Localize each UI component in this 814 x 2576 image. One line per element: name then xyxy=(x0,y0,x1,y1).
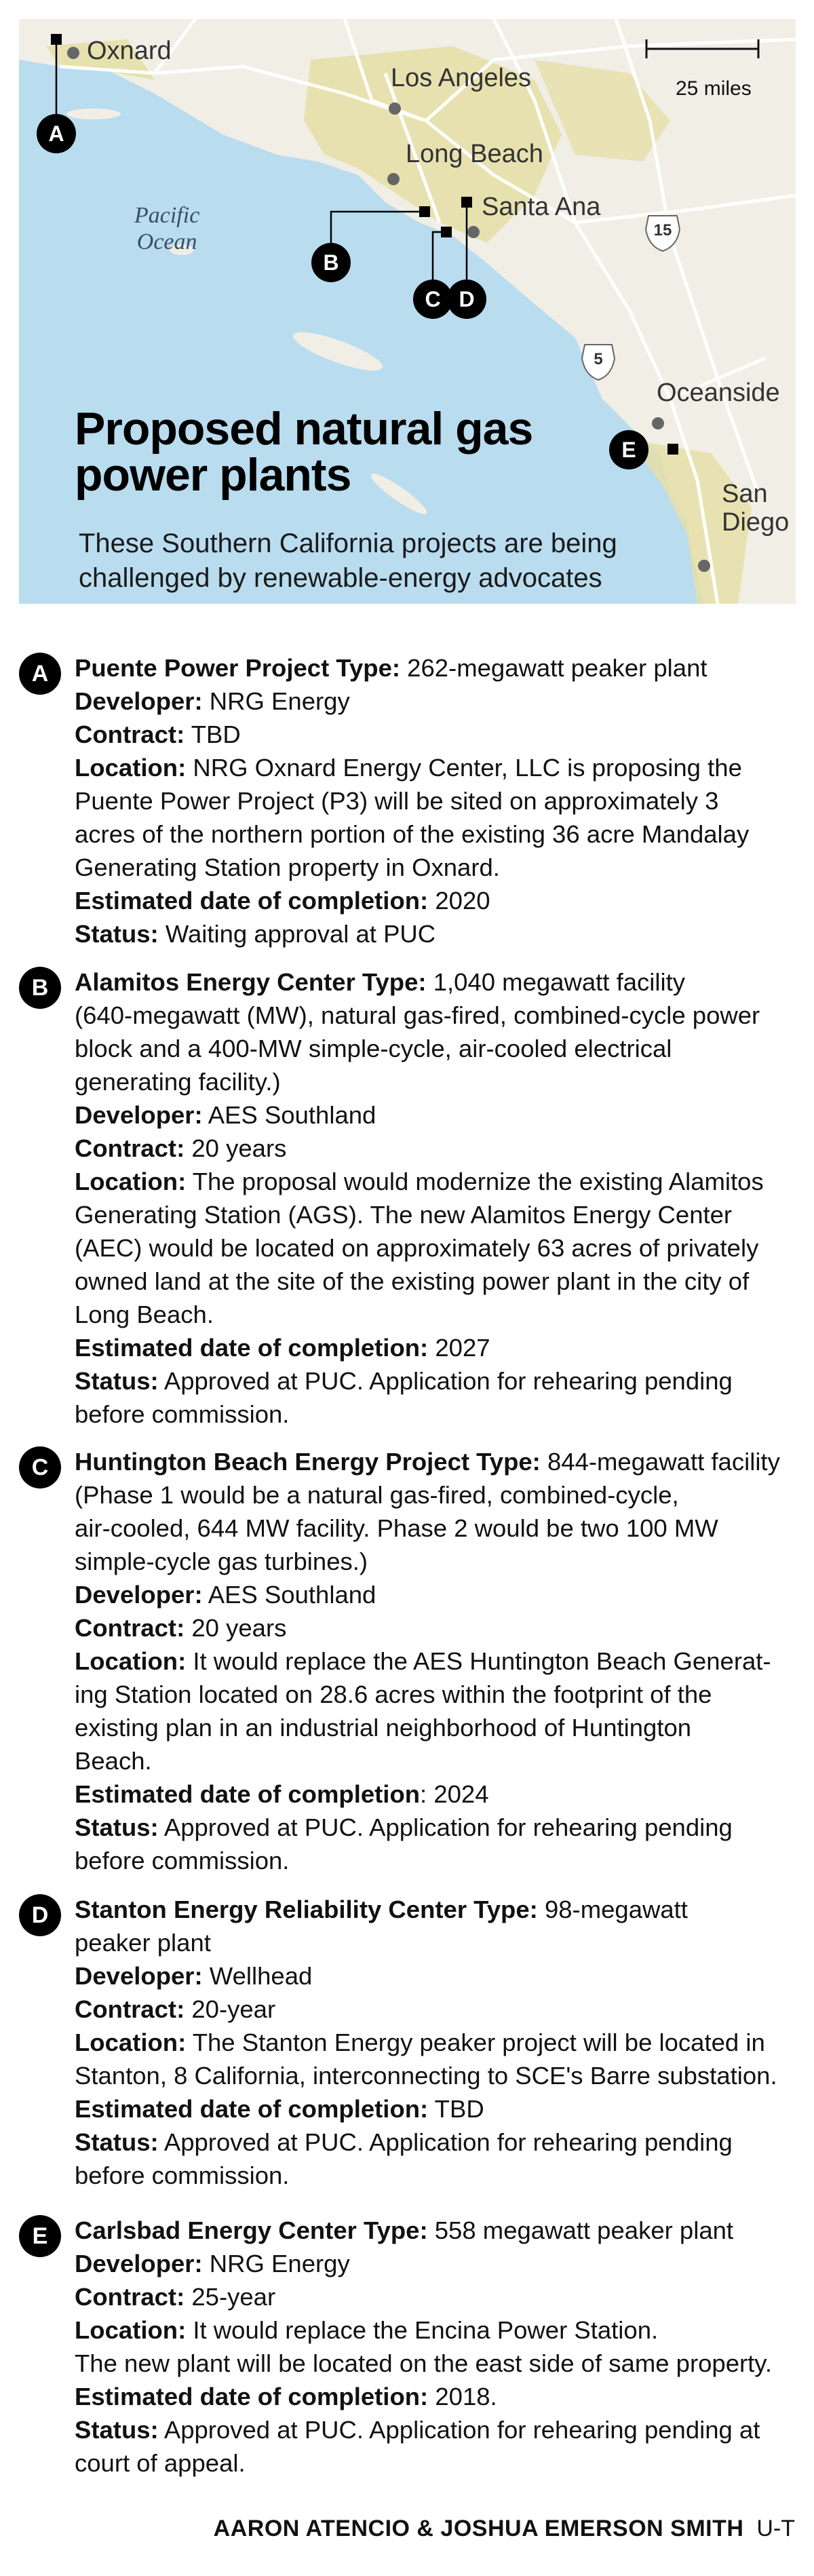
status-line: court of appeal. xyxy=(75,2449,246,2477)
completion-value: TBD xyxy=(428,2095,484,2123)
project-type: 98-megawatt xyxy=(537,1896,688,1923)
credit-line xyxy=(214,2516,795,2542)
project-type: 1,040 megawatt facility xyxy=(426,968,685,996)
city-label-san-diego: San Diego xyxy=(722,480,790,537)
project-name-label: Stanton Energy Reliability Center Type: xyxy=(75,1896,538,1923)
location-line: Long Beach. xyxy=(75,1301,214,1328)
status-line: before commission. xyxy=(75,2161,290,2189)
map-title xyxy=(75,403,533,501)
developer-value: AES Southland xyxy=(202,1581,376,1609)
island-anacapa xyxy=(66,109,121,119)
completion-label: Estimated date of completion: xyxy=(75,1334,429,1362)
status-label: Status: xyxy=(75,1813,159,1841)
project-type-line: simple-cycle gas turbines.) xyxy=(75,1547,368,1575)
map-marker-a: A xyxy=(37,114,76,153)
location-line: acres of the northern portion of the existing 36 acre Mandalay xyxy=(75,820,750,848)
map-subtitle xyxy=(79,526,617,596)
developer-value: NRG Energy xyxy=(202,2250,350,2277)
project-badge: B xyxy=(19,967,61,1009)
developer-label: Developer: xyxy=(75,1101,203,1129)
contract-value: 20-year xyxy=(185,1995,276,2023)
completion-label: Estimated date of completion: xyxy=(75,887,429,915)
project-name-label: Huntington Beach Energy Project Type: xyxy=(75,1448,541,1476)
ocean-label: Pacific Ocean xyxy=(134,203,200,255)
project-type-line: peaker plant xyxy=(75,1929,211,1957)
status-line: Approved at PUC. Application for rehearing pending xyxy=(158,2128,733,2156)
status-line: Waiting approval at PUC xyxy=(158,920,436,948)
map-marker-c: C xyxy=(413,280,452,319)
developer-label: Developer: xyxy=(75,1581,203,1609)
location-label: Location: xyxy=(75,754,187,782)
project-name-label: Puente Power Project Type: xyxy=(75,654,401,682)
developer-value: NRG Energy xyxy=(202,687,350,715)
contract-value: TBD xyxy=(185,720,241,748)
location-line: The Stanton Energy peaker project will be located in xyxy=(186,2029,765,2056)
location-line: It would replace the AES Huntington Beach Generat- xyxy=(186,1647,771,1675)
location-label: Location: xyxy=(75,1168,187,1195)
location-line: owned land at the site of the existing power plant in the city of xyxy=(75,1267,750,1295)
project-name-label: Alamitos Energy Center Type: xyxy=(75,968,427,996)
contract-label: Contract: xyxy=(75,720,185,748)
completion-label: Estimated date of completion xyxy=(75,1780,421,1808)
map xyxy=(19,19,796,604)
project-badge: D xyxy=(19,1894,61,1936)
location-line: Stanton, 8 California, interconnecting to SCE's Barre substation. xyxy=(75,2062,777,2090)
credit-names: AARON ATENCIO & JOSHUA EMERSON SMITH xyxy=(213,2516,744,2541)
completion-value: : 2024 xyxy=(420,1780,489,1808)
location-line: existing plan in an industrial neighborhood of Huntington xyxy=(75,1714,692,1742)
location-line: ing Station located on 28.6 acres within the footprint of the xyxy=(75,1680,712,1708)
contract-label: Contract: xyxy=(75,2283,185,2311)
developer-label: Developer: xyxy=(75,687,203,715)
location-line: Puente Power Project (P3) will be sited on approximately 3 xyxy=(75,787,719,815)
completion-value: 2018. xyxy=(428,2383,497,2410)
location-line: It would replace the Encina Power Station. xyxy=(186,2316,659,2344)
status-label: Status: xyxy=(75,1367,159,1395)
project-badge: E xyxy=(19,2215,61,2257)
location-line: (AEC) would be located on approximately 63 acres of privately xyxy=(75,1234,759,1262)
status-label: Status: xyxy=(75,920,159,948)
location-line: Generating Station property in Oxnard. xyxy=(75,853,500,881)
developer-label: Developer: xyxy=(75,2250,203,2277)
contract-label: Contract: xyxy=(75,1134,185,1162)
contract-label: Contract: xyxy=(75,1614,185,1642)
developer-value: AES Southland xyxy=(202,1101,376,1129)
location-line: The new plant will be located on the east side of same property. xyxy=(75,2349,772,2377)
completion-label: Estimated date of completion: xyxy=(75,2095,429,2123)
map-subtitle-line: These Southern California projects are being xyxy=(79,528,617,558)
project-type: 844-megawatt facility xyxy=(540,1448,780,1476)
status-label: Status: xyxy=(75,2416,159,2444)
highway-5-label: 5 xyxy=(594,350,603,368)
location-line: Beach. xyxy=(75,1747,152,1775)
completion-value: 2020 xyxy=(428,887,490,915)
project-type-line: generating facility.) xyxy=(75,1068,281,1096)
map-subtitle-line: challenged by renewable-energy advocates xyxy=(79,563,602,594)
location-line: NRG Oxnard Energy Center, LLC is proposing the xyxy=(186,754,742,782)
project-badge: C xyxy=(19,1446,61,1488)
city-label-oxnard: Oxnard xyxy=(87,37,172,65)
status-line: Approved at PUC. Application for rehearing pending xyxy=(158,1367,733,1395)
contract-value: 20 years xyxy=(185,1134,287,1162)
island-catalina xyxy=(290,325,387,378)
status-line: before commission. xyxy=(75,1847,290,1875)
project-type-line: air-cooled, 644 MW facility. Phase 2 would be two 100 MW xyxy=(75,1514,718,1542)
city-label-santa-ana: Santa Ana xyxy=(482,193,601,221)
city-label-los-angeles: Los Angeles xyxy=(391,64,532,92)
location-line: Generating Station (AGS). The new Alamitos Energy Center xyxy=(75,1201,733,1229)
developer-value: Wellhead xyxy=(202,1962,313,1990)
status-line: Approved at PUC. Application for rehearing pending at xyxy=(158,2416,760,2444)
developer-label: Developer: xyxy=(75,1962,203,1990)
completion-value: 2027 xyxy=(428,1334,490,1362)
project-type-line: (Phase 1 would be a natural gas-fired, combined-cycle, xyxy=(75,1481,679,1509)
project-name-label: Carlsbad Energy Center Type: xyxy=(75,2216,428,2244)
city-label-oceanside: Oceanside xyxy=(657,379,780,407)
project-type: 262-megawatt peaker plant xyxy=(400,654,708,682)
project-type-line: block and a 400-MW simple-cycle, air-cooled electrical xyxy=(75,1035,672,1062)
contract-value: 20 years xyxy=(185,1614,287,1642)
map-title-line: power plants xyxy=(75,449,351,501)
location-line: The proposal would modernize the existing Alamitos xyxy=(186,1168,764,1195)
status-label: Status: xyxy=(75,2128,159,2156)
contract-value: 25-year xyxy=(185,2283,276,2311)
map-marker-b: B xyxy=(311,243,351,282)
map-title-line: Proposed natural gas xyxy=(75,403,533,455)
project-type: 558 megawatt peaker plant xyxy=(427,2216,734,2244)
status-line: before commission. xyxy=(75,1400,290,1428)
status-line: Approved at PUC. Application for rehearing pending xyxy=(158,1813,733,1841)
location-label: Location: xyxy=(75,2029,187,2056)
map-marker-e: E xyxy=(609,430,648,469)
project-type-line: (640-megawatt (MW), natural gas-fired, combined-cycle power xyxy=(75,1001,760,1029)
location-label: Location: xyxy=(75,1647,187,1675)
completion-label: Estimated date of completion: xyxy=(75,2383,429,2410)
map-basemap xyxy=(19,19,796,604)
city-label-long-beach: Long Beach xyxy=(406,140,543,168)
location-label: Location: xyxy=(75,2316,187,2344)
scale-label: 25 miles xyxy=(676,77,752,100)
map-marker-d: D xyxy=(447,280,486,319)
highway-15-label: 15 xyxy=(653,221,672,239)
credit-org: U-T xyxy=(756,2516,795,2541)
contract-label: Contract: xyxy=(75,1995,185,2023)
project-badge: A xyxy=(19,653,61,695)
